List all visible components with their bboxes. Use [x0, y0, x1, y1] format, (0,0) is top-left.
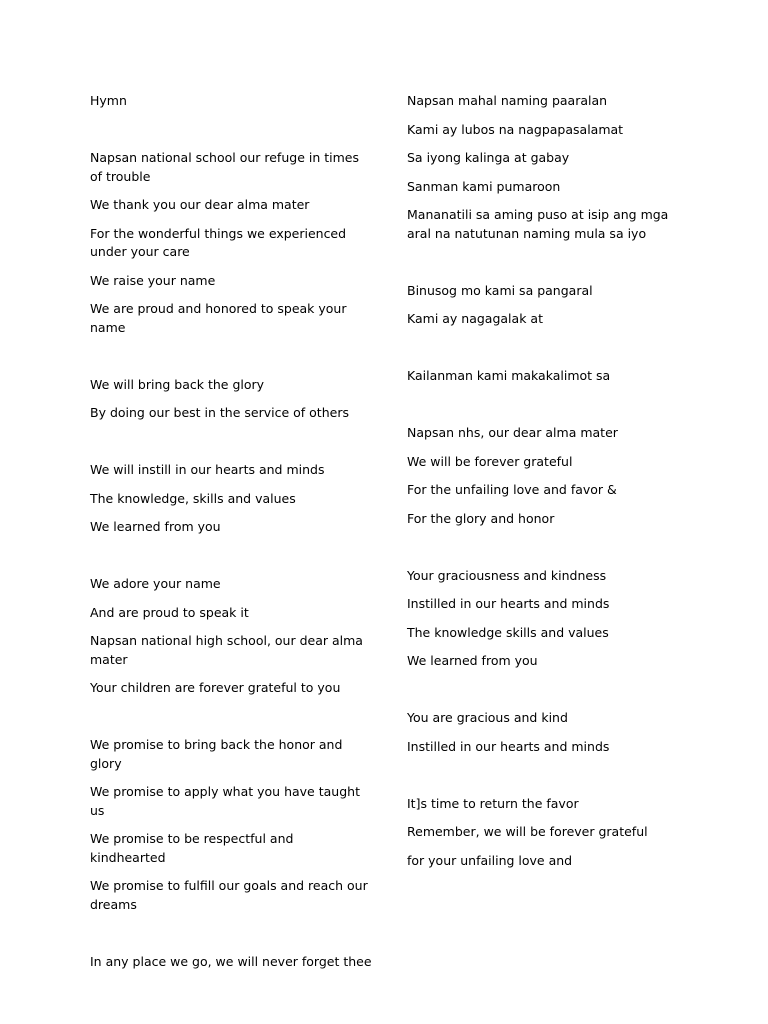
text-line: Hymn [90, 93, 127, 108]
text-line: We raise your name [90, 272, 216, 288]
text-line: And are proud to speak it [90, 604, 249, 620]
blank-line [407, 396, 687, 415]
text-line: You are gracious and kind [407, 710, 568, 725]
text-line: We promise to apply what you have taught us [90, 784, 360, 818]
text-line: In any place we go, we will never forget thee [90, 953, 372, 969]
text-line: The knowledge, skills and values [90, 490, 296, 506]
text-line: Napsan national school our refuge in times of trouble [90, 150, 359, 184]
blank-line [407, 766, 687, 785]
text-line: It]s time to return the favor [407, 795, 579, 811]
blank-line [90, 347, 372, 366]
text-line: Napsan national high school, our dear alma mater [90, 633, 363, 667]
text-line: Instilled in our hearts and minds [407, 738, 610, 754]
left-column [90, 92, 372, 981]
text-line: We adore your name [90, 576, 221, 591]
blank-line [407, 339, 687, 358]
blank-line [90, 433, 372, 452]
text-line: Remember, we will be forever grateful [407, 824, 648, 839]
text-line: We promise to fulfill our goals and reach our dreams [90, 878, 368, 912]
blank-line [90, 121, 372, 140]
text-line: Sa iyong kalinga at gabay [407, 150, 570, 165]
text-line: The knowledge skills and values [407, 624, 609, 640]
blank-line [90, 708, 372, 727]
blank-line [407, 253, 687, 272]
text-line: Kami ay nagagalak at [407, 311, 543, 326]
text-line: We thank you our dear alma mater [90, 197, 310, 212]
text-line: We will bring back the glory [90, 376, 265, 392]
text-line: Instilled in our hearts and minds [407, 596, 610, 611]
text-line: Your graciousness and kindness [407, 567, 607, 583]
text-line: Kailanman kami makakalimot sa [407, 368, 611, 383]
text-line: By doing our best in the service of others [90, 405, 349, 420]
blank-line [90, 547, 372, 566]
text-line: We learned from you [407, 653, 538, 668]
text-line: For the unfailing love and favor & [407, 482, 617, 497]
text-line: Napsan mahal naming paaralan [407, 93, 608, 108]
text-line: for your unfailing love and [407, 852, 573, 868]
text-line: For the glory and honor [407, 510, 555, 526]
text-line: We learned from you [90, 519, 221, 534]
text-line: Sanman kami pumaroon [407, 178, 561, 194]
text-line: Mananatili sa aming puso at isip ang mga aral na natutunan naming mula sa iyo [407, 207, 669, 241]
blank-line [90, 924, 372, 943]
text-line: Napsan nhs, our dear alma mater [407, 425, 618, 440]
text-line: We promise to bring back the honor and glory [90, 737, 343, 771]
text-line: We will instill in our hearts and minds [90, 462, 325, 477]
blank-line [407, 538, 687, 557]
text-line: We will be forever grateful [407, 453, 573, 469]
text-line: We are proud and honored to speak your name [90, 301, 347, 335]
text-line: For the wonderful things we experienced under your care [90, 225, 347, 259]
text-line: Kami ay lubos na nagpapasalamat [407, 121, 624, 137]
right-column [407, 92, 687, 880]
text-line: We promise to be respectful and kindhearted [90, 831, 294, 865]
text-line: Binusog mo kami sa pangaral [407, 282, 593, 298]
text-line: Your children are forever grateful to you [90, 680, 341, 695]
blank-line [407, 681, 687, 700]
